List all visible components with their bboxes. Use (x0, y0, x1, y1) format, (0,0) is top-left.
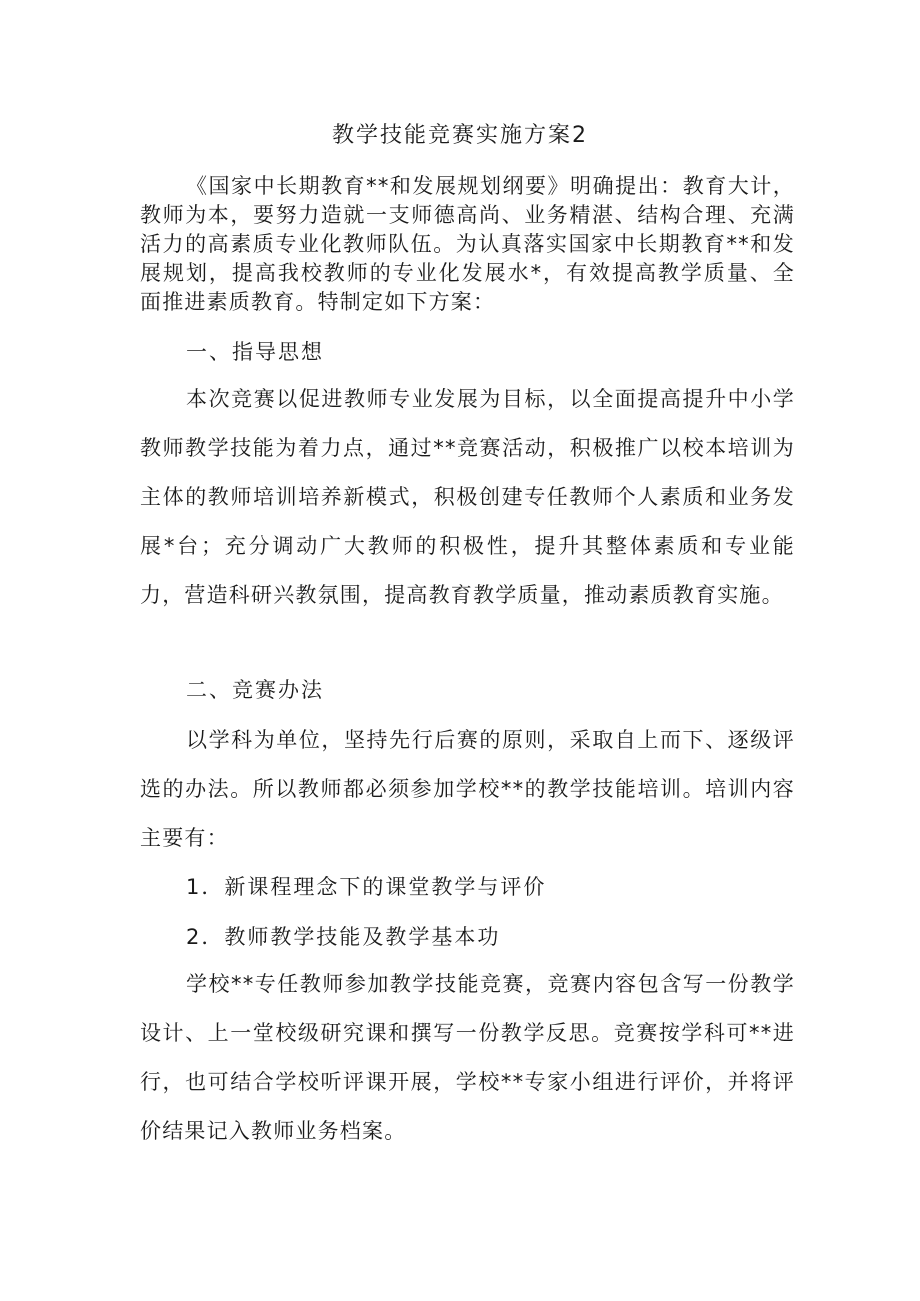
intro-paragraph: 《国家中长期教育**和发展规划纲要》明确提出：教育大计，教师为本，要努力造就一支师德高尚、业务精湛、结构合理、充满活力的高素质专业化教师队伍。为认真落实国家中长期教育**和发展规划，提高我校教师的专业化发展水*，有效提高教学质量、全面推进素质教育。特制定如下方案： (140, 174, 795, 314)
list-item-1: 1．新课程理念下的课堂教学与评价 (186, 875, 547, 899)
document-title: 教学技能竞赛实施方案2 (332, 123, 588, 148)
section-2-closing: 学校**专任教师参加教学技能竞赛，竞赛内容包含写一份教学设计、上一堂校级研究课和撰写一份教学反思。竞赛按学科可**进行，也可结合学校听评课开展，学校**专家小组进行评价，并将评价结果记入教师业务档案。 (140, 972, 795, 1143)
section-1-body: 本次竞赛以促进教师专业发展为目标，以全面提高提升中小学教师教学技能为着力点，通过**竞赛活动，积极推广以校本培训为主体的教师培训培养新模式，积极创建专任教师个人素质和业务发展*台；充分调动广大教师的积极性，提升其整体素质和专业能力，营造科研兴教氛围，提高教育教学质量，推动素质教育实施。 (140, 387, 795, 607)
section-1-heading: 一、指导思想 (186, 340, 324, 364)
section-2-heading: 二、竞赛办法 (186, 678, 324, 702)
list-item-2: 2．教师教学技能及教学基本功 (186, 925, 501, 949)
section-2-body: 以学科为单位，坚持先行后赛的原则，采取自上而下、逐级评选的办法。所以教师都必须参加学校**的教学技能培训。培训内容主要有： (140, 728, 795, 850)
